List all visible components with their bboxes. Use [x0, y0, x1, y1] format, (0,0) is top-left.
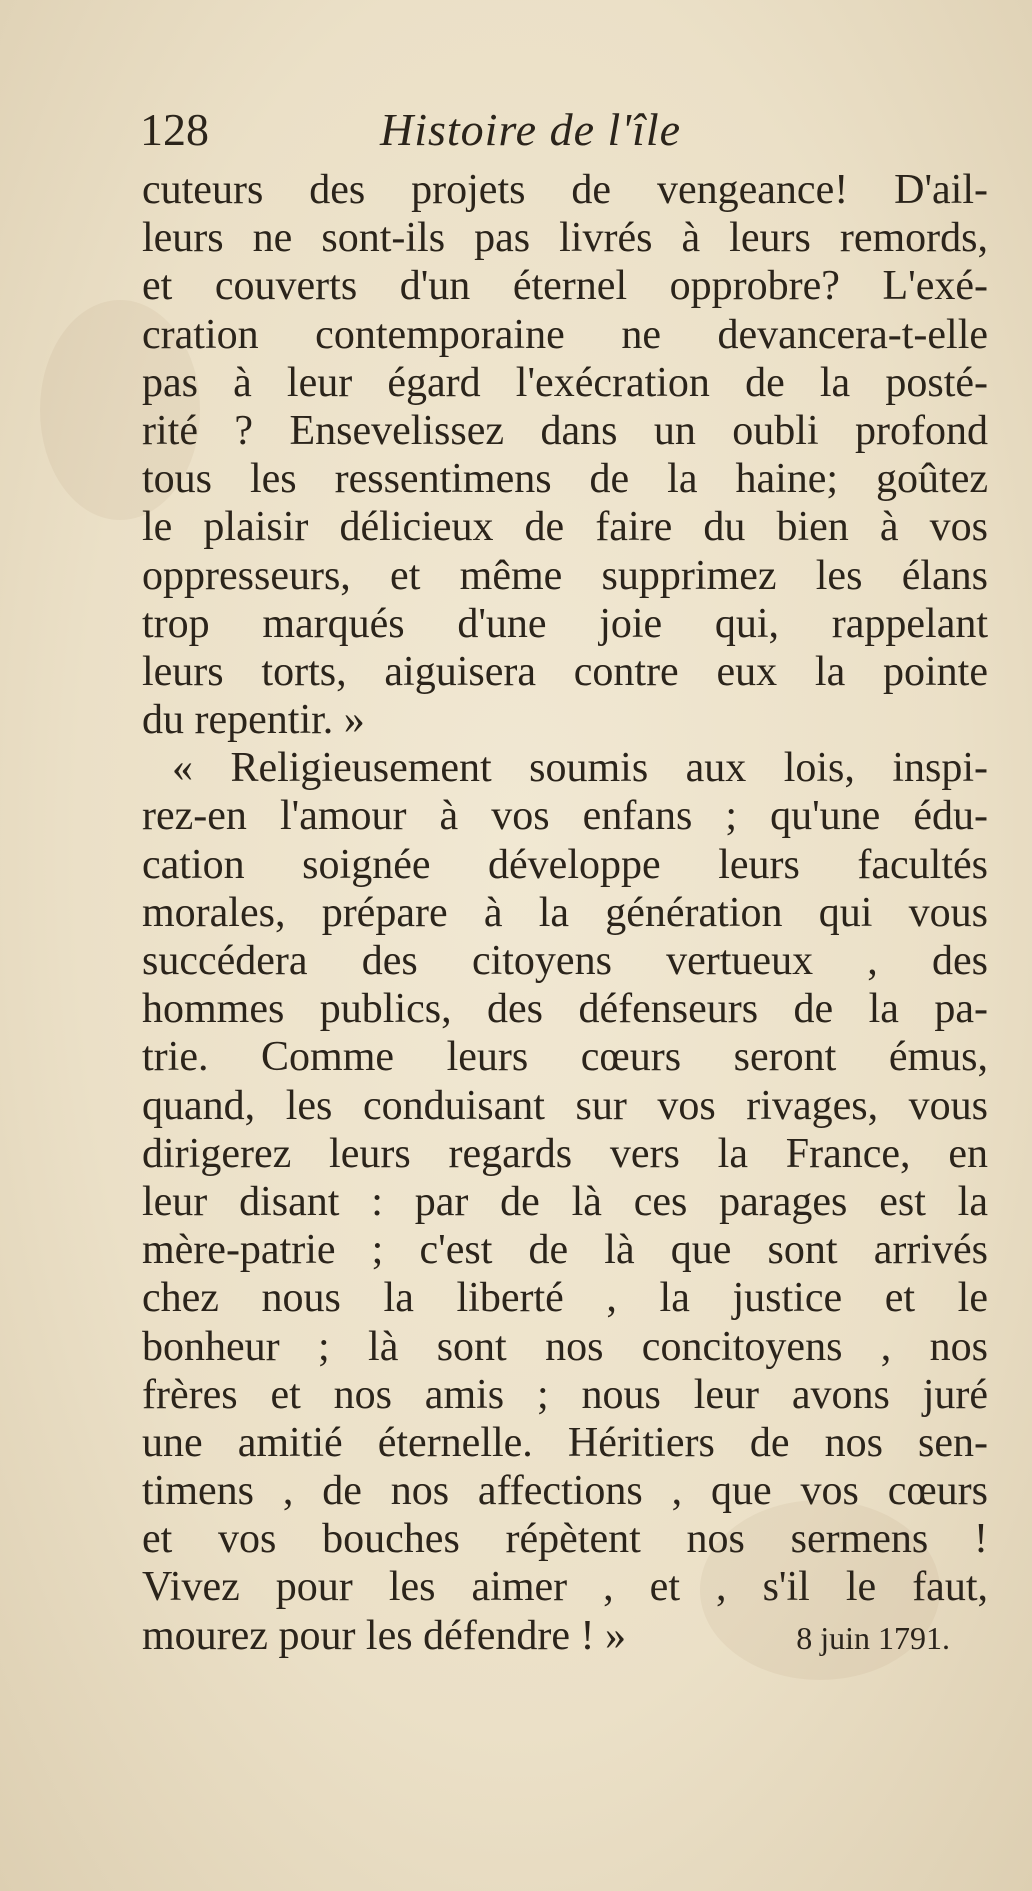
text-line: frères et nos amis ; nous leur avons juré — [142, 1371, 988, 1418]
text-line: du repentir. » — [142, 697, 365, 744]
text-line: rité ? Ensevelissez dans un oubli profond — [142, 407, 988, 454]
text-line: succédera des citoyens vertueux , des — [142, 938, 988, 984]
page-number: 128 — [140, 104, 209, 155]
text-line: morales, prépare à la génération qui vous — [142, 889, 988, 936]
text-line: et couverts d'un éternel opprobre? L'exé- — [142, 263, 988, 310]
text-line: hommes publics, des défenseurs de la pa- — [142, 986, 988, 1033]
body-text — [142, 166, 988, 1660]
text-line: leurs torts, aiguisera contre eux la pointe — [142, 648, 988, 695]
text-line: mère-patrie ; c'est de là que sont arrivés — [142, 1227, 988, 1274]
page-header — [140, 100, 840, 160]
text-line: cration contemporaine ne devancera-t-elle — [142, 311, 988, 358]
text-line: trop marqués d'une joie qui, rappelant — [142, 600, 988, 647]
text-line: bonheur ; là sont nos concitoyens , nos — [142, 1323, 988, 1370]
text-line: pas à leur égard l'exécration de la posté- — [142, 359, 988, 406]
paragraph-1 — [142, 166, 988, 744]
paragraph-2 — [142, 744, 988, 1660]
text-line: oppresseurs, et même supprimez les élans — [142, 552, 988, 599]
text-line: et vos bouches répètent nos sermens ! — [142, 1516, 988, 1563]
text-line: timens , de nos affections , que vos cœurs — [142, 1468, 988, 1515]
date: 8 juin 1791. — [796, 1619, 950, 1656]
text-line: rez-en l'amour à vos enfans ; qu'une édu- — [142, 793, 988, 840]
running-title: Histoire de l'île — [380, 104, 682, 155]
closing-line — [142, 1612, 988, 1660]
text-line: chez nous la liberté , la justice et le — [142, 1275, 988, 1322]
text-line: quand, les conduisant sur vos rivages, vous — [142, 1082, 988, 1129]
closing-text: mourez pour les défendre ! » — [142, 1612, 626, 1659]
text-line: cuteurs des projets de vengeance! D'ail- — [142, 167, 988, 213]
text-line: cation soignée développe leurs facultés — [142, 841, 988, 888]
text-line: trie. Comme leurs cœurs seront émus, — [142, 1034, 988, 1081]
text-line: leur disant : par de là ces parages est la — [142, 1178, 988, 1225]
text-line: dirigerez leurs regards vers la France, en — [142, 1130, 988, 1177]
text-line: Vivez pour les aimer , et , s'il le faut, — [142, 1564, 988, 1611]
text-line: une amitié éternelle. Héritiers de nos sen- — [142, 1419, 988, 1466]
text-line: « Religieusement soumis aux lois, inspi- — [172, 745, 988, 792]
text-line: le plaisir délicieux de faire du bien à vos — [142, 504, 988, 551]
text-line: leurs ne sont-ils pas livrés à leurs remords, — [142, 215, 988, 262]
text-line: tous les ressentimens de la haine; goûtez — [142, 456, 988, 503]
